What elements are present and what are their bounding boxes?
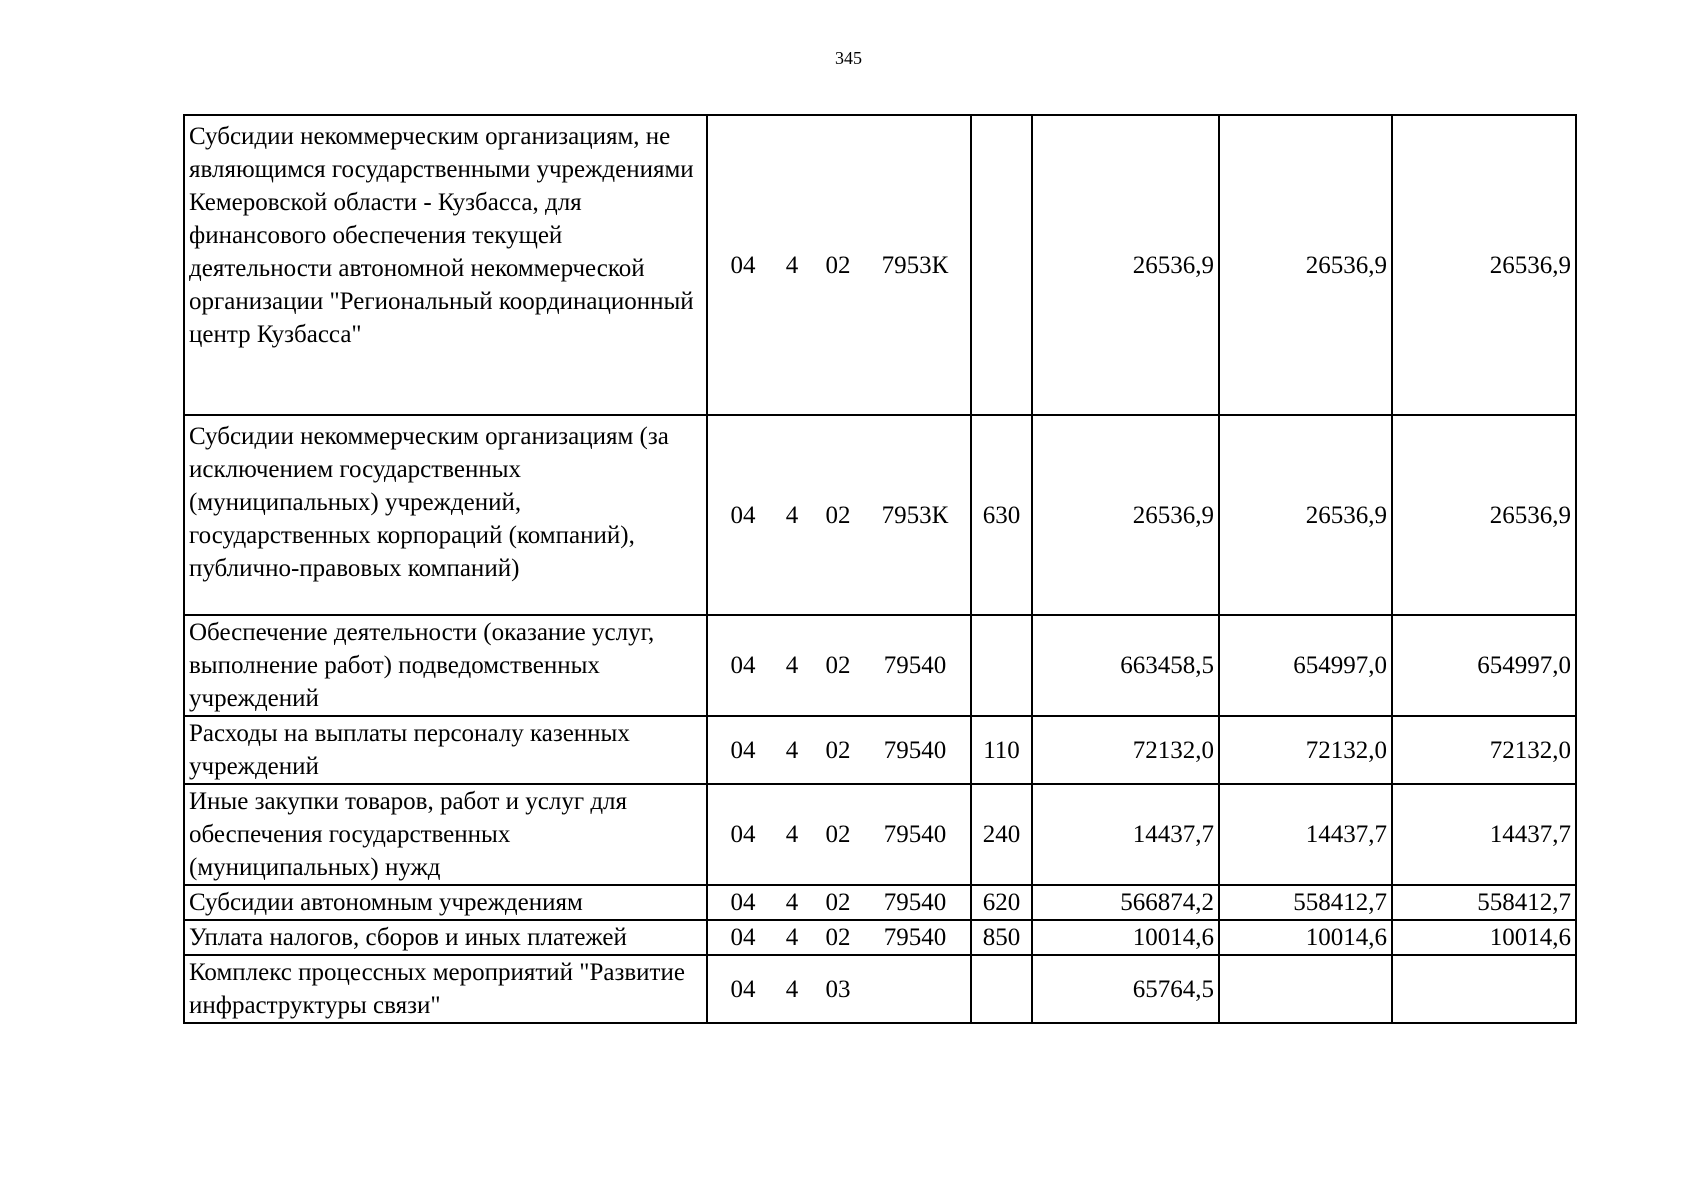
- row-name: Субсидии некоммерческим организациям, не являющимся государственными учреждениями Кемеровской области - Кузбасса, для финансового обеспечения текущей деятельности автономной некоммерческой организации "Региональный координационный центр Кузбасса": [184, 115, 707, 415]
- table-row: [184, 615, 1576, 716]
- expense-type-code: [971, 615, 1032, 716]
- expense-type-code: [971, 955, 1032, 1023]
- section-code: 04: [730, 736, 756, 764]
- amount-year-1: 10014,6: [1032, 920, 1219, 955]
- section-code: 04: [730, 501, 756, 529]
- amount-year-1: 14437,7: [1032, 784, 1219, 885]
- row-name: Комплекс процессных мероприятий "Развитие инфраструктуры связи": [184, 955, 707, 1023]
- section-code: 04: [730, 652, 756, 679]
- section-code: 04: [730, 924, 756, 951]
- amount-year-3: 558412,7: [1392, 885, 1576, 920]
- expense-type-code: 630: [971, 415, 1032, 615]
- amount-year-1: 26536,9: [1032, 115, 1219, 415]
- program-codes: [707, 955, 971, 1023]
- subsection-code: 4: [785, 889, 799, 916]
- direction-code: 7953К: [881, 501, 949, 529]
- amount-year-2: 26536,9: [1219, 415, 1392, 615]
- direction-code: 79540: [883, 652, 947, 679]
- direction-code: 79540: [883, 889, 947, 916]
- section-code: 04: [730, 821, 756, 848]
- direction-code: 7953К: [881, 251, 949, 279]
- amount-year-1: 663458,5: [1032, 615, 1219, 716]
- subsection-code: 4: [785, 251, 799, 279]
- section-code: 04: [730, 251, 756, 279]
- row-name: Субсидии некоммерческим организациям (за исключением государственных (муниципальных) учреждений, государственных корпораций (компаний), публично-правовых компаний): [184, 415, 707, 615]
- program-codes: [707, 885, 971, 920]
- table-row: [184, 920, 1576, 955]
- amount-year-3: 26536,9: [1392, 415, 1576, 615]
- amount-year-3: 654997,0: [1392, 615, 1576, 716]
- amount-year-3: [1392, 955, 1576, 1023]
- amount-year-2: 558412,7: [1219, 885, 1392, 920]
- program-codes: [707, 415, 971, 615]
- table-row: [184, 716, 1576, 784]
- group-code: 02: [825, 889, 851, 916]
- section-code: 04: [730, 889, 756, 916]
- subsection-code: 4: [785, 975, 799, 1003]
- amount-year-3: 14437,7: [1392, 784, 1576, 885]
- amount-year-1: 26536,9: [1032, 415, 1219, 615]
- program-codes: [707, 920, 971, 955]
- expense-type-code: 240: [971, 784, 1032, 885]
- amount-year-2: 10014,6: [1219, 920, 1392, 955]
- budget-table: [183, 114, 1577, 1024]
- group-code: 02: [825, 736, 851, 764]
- row-name: Обеспечение деятельности (оказание услуг, выполнение работ) подведомственных учреждений: [184, 615, 707, 716]
- direction-code: 79540: [883, 821, 947, 848]
- section-code: 04: [730, 975, 756, 1003]
- amount-year-3: 26536,9: [1392, 115, 1576, 415]
- table-row: [184, 784, 1576, 885]
- expense-type-code: 850: [971, 920, 1032, 955]
- row-name: Расходы на выплаты персоналу казенных учреждений: [184, 716, 707, 784]
- table-row: [184, 415, 1576, 615]
- program-codes: [707, 716, 971, 784]
- table-row: [184, 955, 1576, 1023]
- group-code: 03: [825, 975, 851, 1003]
- row-name: Уплата налогов, сборов и иных платежей: [184, 920, 707, 955]
- expense-type-code: 620: [971, 885, 1032, 920]
- amount-year-2: 26536,9: [1219, 115, 1392, 415]
- group-code: 02: [825, 652, 851, 679]
- expense-type-code: 110: [971, 716, 1032, 784]
- amount-year-2: [1219, 955, 1392, 1023]
- amount-year-2: 14437,7: [1219, 784, 1392, 885]
- subsection-code: 4: [785, 652, 799, 679]
- expense-type-code: [971, 115, 1032, 415]
- amount-year-3: 72132,0: [1392, 716, 1576, 784]
- subsection-code: 4: [785, 501, 799, 529]
- amount-year-1: 65764,5: [1032, 955, 1219, 1023]
- amount-year-3: 10014,6: [1392, 920, 1576, 955]
- direction-code: 79540: [883, 924, 947, 951]
- group-code: 02: [825, 251, 851, 279]
- program-codes: [707, 615, 971, 716]
- amount-year-2: 654997,0: [1219, 615, 1392, 716]
- group-code: 02: [825, 501, 851, 529]
- amount-year-1: 566874,2: [1032, 885, 1219, 920]
- group-code: 02: [825, 821, 851, 848]
- group-code: 02: [825, 924, 851, 951]
- subsection-code: 4: [785, 821, 799, 848]
- program-codes: [707, 115, 971, 415]
- table-row: [184, 115, 1576, 415]
- row-name: Иные закупки товаров, работ и услуг для обеспечения государственных (муниципальных) нужд: [184, 784, 707, 885]
- direction-code: 79540: [883, 736, 947, 764]
- amount-year-1: 72132,0: [1032, 716, 1219, 784]
- subsection-code: 4: [785, 736, 799, 764]
- amount-year-2: 72132,0: [1219, 716, 1392, 784]
- row-name: Субсидии автономным учреждениям: [184, 885, 707, 920]
- table-row: [184, 885, 1576, 920]
- page-number: 345: [835, 48, 862, 68]
- subsection-code: 4: [785, 924, 799, 951]
- program-codes: [707, 784, 971, 885]
